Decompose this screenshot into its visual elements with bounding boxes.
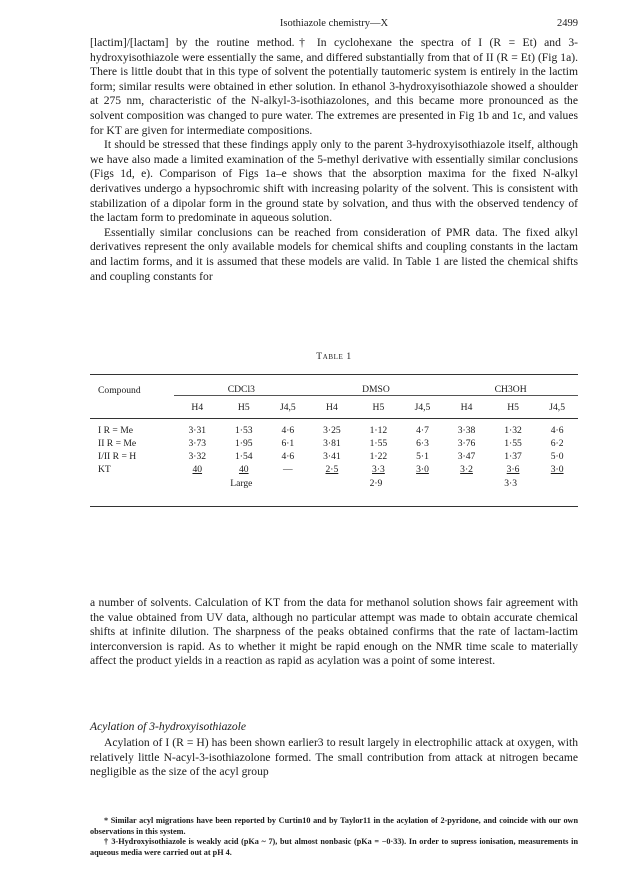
paragraph: It should be stressed that these findings apply only to the parent 3-hydroxyisothiazole itself, although we have also made a limited examination of the 5-methyl derivative with essentially similar conclusions (Figs 1d, e). Comparison of Figs 1a–e shows that the absorption maxima for the fixed N-alkyl derivatives undergo a hypsochromic shift with increasing polarity of the solvent. This is consistent with stabilization of a dipolar form in the ground state by solvation, and thus with the observed tendency of the lactam form to predominate in aqueous solution. xyxy=(90,138,578,225)
footnote: * Similar acyl migrations have been reported by Curtin10 and by Taylor11 in the acylation of 2-pyridone, and coincide with our own observations in this system. xyxy=(90,816,578,836)
paragraph: [lactim]/[lactam] by the routine method.† In cyclohexane the spectra of I (R = Et) and 3-hydroxyisothiazole were essentially the same, and differed substantially from that of II (R = Et) (Fig 1a). There is little doubt that in this type of solvent the potentially tautomeric system is entirely in the lactim form; similar results were obtained in ether solution. In ethanol 3-hydroxyisothiazole showed a shoulder at 275 nm, characteristic of the N-alkyl-3-isothiazolones, and this became more pronounced as the solvent composition was changed to pure water. The extremes are presented in Fig 1b and 1c, and values for KT are given for intermediate compositions. xyxy=(90,36,578,137)
table-cell: 3·6 xyxy=(506,464,520,475)
table-cell: 6·1 xyxy=(281,438,295,449)
column-header: H4 xyxy=(309,396,356,419)
running-title: Isothiazole chemistry—X xyxy=(279,18,389,29)
solvent-header: DMSO xyxy=(309,375,444,396)
column-header: H5 xyxy=(221,396,268,419)
section-heading: Acylation of 3-hydroxyisothiazole xyxy=(90,720,247,733)
column-header: H5 xyxy=(490,396,537,419)
table-cell: 6·3 xyxy=(416,438,429,449)
table-cell: 3·76 xyxy=(457,438,476,449)
table-cell: 4·6 xyxy=(281,451,295,462)
table-cell: 1·22 xyxy=(369,451,388,462)
paragraph: Acylation of I (R = H) has been shown earlier3 to result largely in electrophilic attack at oxygen, with relatively little N-acyl-3-isothiazolone formed. The small contribution from attack at nitrogen became negligible as the size of the acyl group xyxy=(90,736,578,779)
table-cell: 5·0 xyxy=(550,451,564,462)
table-cell: 3·41 xyxy=(323,451,341,462)
paragraph: Essentially similar conclusions can be reached from consideration of PMR data. The fixed alkyl derivatives represent the only available models for chemical shifts and coupling constants in the lactam and lactim forms, and it is assumed that these models are valid. In Table 1 are listed the chemical shifts and coupling constants for xyxy=(90,225,578,283)
table-summary-row xyxy=(90,476,578,506)
nmr-data-table xyxy=(90,374,578,507)
table-cell: 5·1 xyxy=(416,451,429,462)
solvent-header: CH3OH xyxy=(443,375,578,396)
table-cell: 3·73 xyxy=(188,438,207,449)
table-cell: 3·47 xyxy=(457,451,476,462)
footnotes xyxy=(90,816,578,858)
table-cell: 3·38 xyxy=(457,425,476,436)
table-cell: 40 xyxy=(238,464,249,475)
table-cell: 3·32 xyxy=(188,451,207,462)
table-cell: 1·55 xyxy=(504,438,522,449)
compound-label: I R = Me xyxy=(98,425,133,436)
table-cell: 1·37 xyxy=(504,451,522,462)
compound-label: II R = Me xyxy=(98,438,137,449)
table-caption: Table 1 xyxy=(316,352,352,362)
summary-cell: 2·9 xyxy=(309,476,444,506)
table-cell: 4·6 xyxy=(550,425,564,436)
column-header: J4,5 xyxy=(267,396,309,419)
table-cell: 40 xyxy=(192,464,203,475)
table-cell: — xyxy=(283,464,293,475)
table-cell: 4·6 xyxy=(281,425,295,436)
table-cell: 3·25 xyxy=(323,425,341,436)
column-header: H4 xyxy=(443,396,490,419)
column-header: J4,5 xyxy=(536,396,578,419)
solvent-header: CDCl3 xyxy=(174,375,309,396)
body-text-top xyxy=(90,36,578,284)
table-cell: 3·0 xyxy=(416,464,429,475)
summary-cell: Large xyxy=(174,476,309,506)
body-text-middle xyxy=(90,596,578,669)
table-cell: 1·55 xyxy=(369,438,388,449)
column-header: H5 xyxy=(355,396,402,419)
table-cell: 1·12 xyxy=(369,425,388,436)
table-row xyxy=(90,419,578,438)
table-cell: 1·54 xyxy=(234,451,253,462)
compound-label: KT xyxy=(98,464,111,475)
table-cell: 1·95 xyxy=(234,438,253,449)
compound-label: I/II R = H xyxy=(98,451,137,462)
compound-header: Compound xyxy=(90,375,174,396)
table-cell: 3·31 xyxy=(188,425,207,436)
table-cell: 3·0 xyxy=(550,464,564,475)
table-cell: 3·81 xyxy=(323,438,341,449)
table-cell: 4·7 xyxy=(416,425,429,436)
summary-cell: 3·3 xyxy=(443,476,578,506)
table-row xyxy=(90,450,578,463)
table-cell: 3·3 xyxy=(372,464,385,475)
footnote: † 3-Hydroxyisothiazole is weakly acid (pKa ~ 7), but almost nonbasic (pKa = −0·33). In order to supress ionisation, measurements in aqueous media were carried out at pH 4. xyxy=(90,837,578,857)
column-header: H4 xyxy=(174,396,221,419)
paragraph: a number of solvents. Calculation of KT from the data for methanol solution shows fair agreement with the value obtained from UV data, although no particular attempt was made to obtain accurate chemical shifts at infinite dilution. The sharpness of the peaks obtained confirms that the rate of lactam-lactim interconversion is rapid. As to whether it might be rapid enough on the NMR time scale to materially affect the product yields in a reaction as rapid as acylation was a point of some interest. xyxy=(90,596,578,668)
table-cell: 3·2 xyxy=(460,464,473,475)
table-row xyxy=(90,463,578,476)
table-cell: 1·53 xyxy=(234,425,253,436)
table-row xyxy=(90,437,578,450)
page-number: 2499 xyxy=(557,18,578,29)
table-cell: 6·2 xyxy=(550,438,564,449)
column-header: J4,5 xyxy=(402,396,444,419)
table-cell: 2·5 xyxy=(325,464,339,475)
table-cell: 1·32 xyxy=(504,425,522,436)
body-text-section xyxy=(90,736,578,780)
